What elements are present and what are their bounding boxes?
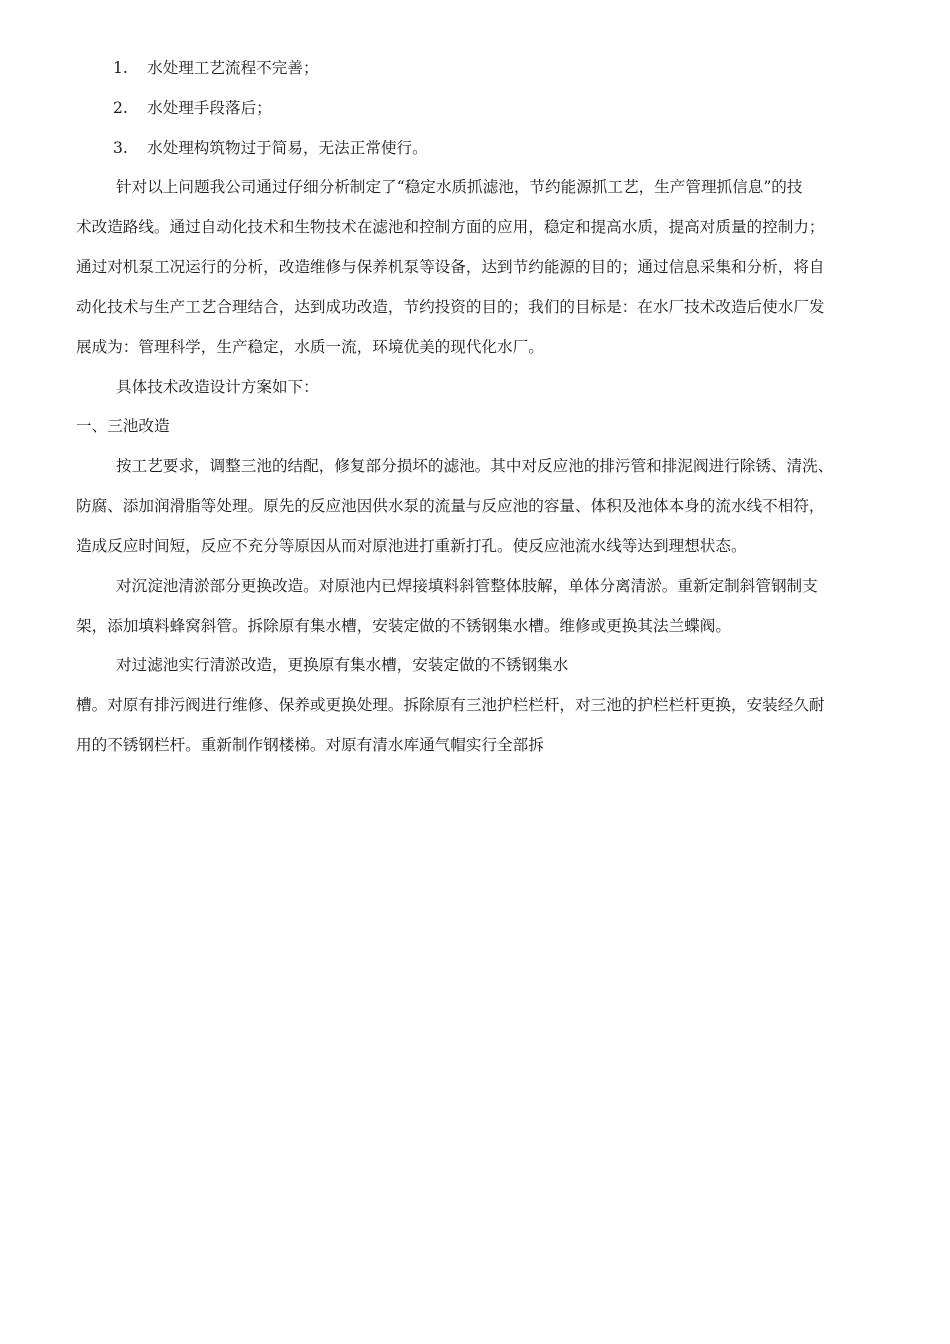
text-line: 通过对机泵工况运行的分析，改造维修与保养机泵等设备，达到节约能源的目的；通过信息采集和分析，将自 bbox=[76, 258, 825, 276]
text-line: 针对以上问题我公司通过仔细分析制定了“稳定水质抓滤池，节约能源抓工艺，生产管理抓信息”的技 bbox=[116, 178, 803, 196]
text-line: 展成为：管理科学，生产稳定，水质一流，环境优美的现代化水厂。 bbox=[76, 338, 544, 356]
text-line: 动化技术与生产工艺合理结合，达到成功改造，节约投资的目的；我们的目标是：在水厂技术改造后使水厂发 bbox=[76, 298, 825, 316]
text-line: 对沉淀池清淤部分更换改造。对原池内已焊接填料斜管整体肢解，单体分离清淤。重新定制斜管钢制支 bbox=[116, 577, 818, 595]
section-heading: 一、三池改造 bbox=[76, 417, 170, 435]
list-number: 1. bbox=[113, 59, 128, 77]
list-item: 水处理构筑物过于简易，无法正常使行。 bbox=[147, 139, 428, 157]
text-line: 对过滤池实行清淤改造，更换原有集水槽，安装定做的不锈钢集水 bbox=[116, 656, 569, 674]
text-line: 架，添加填料蜂窝斜管。拆除原有集水槽，安装定做的不锈钢集水槽。维修或更换其法兰蝶阀。 bbox=[76, 617, 731, 635]
text-line: 造成反应时间短，反应不充分等原因从而对原池进打重新打孔。使反应池流水线等达到理想状态。 bbox=[76, 537, 747, 555]
text-line: 术改造路线。通过自动化技术和生物技术在滤池和控制方面的应用，稳定和提高水质，提高对质量的控制力； bbox=[76, 218, 825, 236]
text-line: 用的不锈钢栏杆。重新制作钢楼梯。对原有清水库通气帽实行全部拆 bbox=[76, 736, 544, 754]
plan-intro: 具体技术改造设计方案如下： bbox=[116, 378, 319, 396]
list-number: 2. bbox=[113, 99, 128, 117]
text-line: 槽。对原有排污阀进行维修、保养或更换处理。拆除原有三池护栏栏杆，对三池的护栏栏杆更换，安装经久耐 bbox=[76, 696, 825, 714]
text-line: 按工艺要求，调整三池的结配，修复部分损坏的滤池。其中对反应池的排污管和排泥阀进行除锈、清洗、 bbox=[116, 457, 834, 475]
text-line: 防腐、添加润滑脂等处理。原先的反应池因供水泵的流量与反应池的容量、体积及池体本身的流水线不相符， bbox=[76, 497, 825, 515]
list-item: 水处理工艺流程不完善； bbox=[147, 59, 319, 77]
list-item: 水处理手段落后； bbox=[147, 99, 272, 117]
list-number: 3. bbox=[113, 139, 128, 157]
